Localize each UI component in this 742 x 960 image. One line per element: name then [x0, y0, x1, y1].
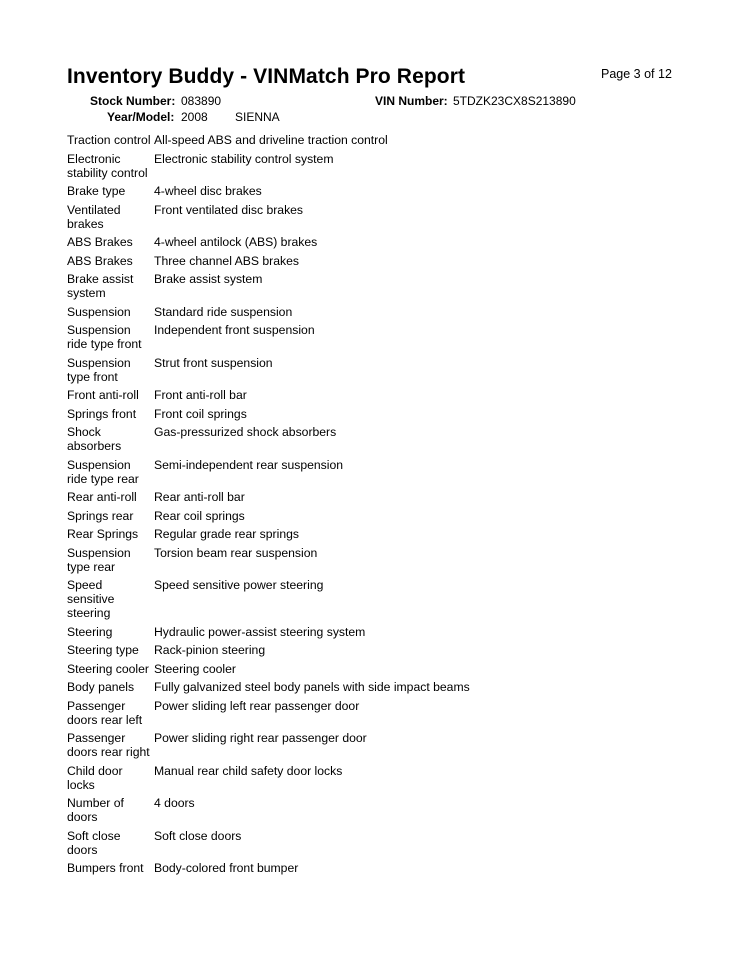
- spec-label: ABS Brakes: [67, 253, 133, 268]
- spec-row: [67, 625, 707, 639]
- spec-row: [67, 490, 707, 504]
- spec-label: Rear Springs: [67, 527, 139, 541]
- spec-row: [67, 546, 707, 574]
- spec-row: [67, 152, 707, 180]
- vin-label: VIN Number:: [375, 94, 448, 108]
- spec-label: Suspension ride type front: [67, 323, 142, 351]
- spec-row: [67, 731, 707, 759]
- spec-value: Electronic stability control system: [154, 151, 334, 166]
- spec-label: Speed sensitive steering: [67, 578, 115, 620]
- spec-value: Power sliding right rear passenger door: [154, 731, 367, 745]
- spec-row: [67, 764, 707, 792]
- spec-value: 4 doors: [154, 796, 195, 810]
- spec-row: [67, 407, 707, 421]
- spec-label: Steering: [67, 624, 113, 639]
- spec-row: [67, 356, 707, 384]
- spec-label: Brake assist system: [67, 272, 134, 300]
- spec-row: [67, 509, 707, 523]
- spec-value: Fully galvanized steel body panels with side impact beams: [154, 680, 470, 694]
- spec-row: [67, 203, 707, 231]
- spec-row: [67, 458, 707, 486]
- year-value: 2008: [181, 110, 208, 124]
- spec-value: Standard ride suspension: [154, 304, 293, 319]
- spec-row: [67, 425, 707, 453]
- spec-value: Front ventilated disc brakes: [154, 202, 304, 217]
- spec-value: Soft close doors: [154, 828, 242, 843]
- spec-row: [67, 133, 707, 147]
- page-indicator: Page 3 of 12: [601, 67, 672, 81]
- spec-label: Rear anti-roll: [67, 490, 137, 504]
- spec-value: 4-wheel antilock (ABS) brakes: [154, 235, 318, 249]
- spec-label: Child door locks: [67, 763, 123, 792]
- spec-row: [67, 643, 707, 657]
- report-title: Inventory Buddy - VINMatch Pro Report: [67, 65, 466, 88]
- stock-number-label: Stock Number:: [90, 94, 176, 108]
- stock-number-value: 083890: [181, 94, 222, 108]
- spec-label: Steering type: [67, 643, 139, 657]
- spec-label: Steering cooler: [67, 661, 149, 676]
- spec-label: Bumpers front: [67, 861, 144, 875]
- spec-row: [67, 578, 707, 620]
- spec-row: [67, 662, 707, 676]
- spec-value: Three channel ABS brakes: [154, 253, 299, 268]
- spec-value: Regular grade rear springs: [154, 527, 299, 541]
- spec-row: [67, 254, 707, 268]
- spec-label: Soft close doors: [67, 828, 121, 857]
- spec-label: Number of doors: [67, 796, 124, 824]
- spec-label: Traction control: [67, 133, 151, 147]
- spec-label: Suspension ride type rear: [67, 457, 139, 486]
- spec-value: Strut front suspension: [154, 355, 273, 370]
- spec-row: [67, 184, 707, 198]
- model-value: SIENNA: [235, 110, 280, 124]
- spec-label: ABS Brakes: [67, 235, 133, 249]
- spec-value: All-speed ABS and driveline traction control: [154, 133, 388, 147]
- spec-value: Manual rear child safety door locks: [154, 763, 343, 778]
- spec-row: [67, 323, 707, 351]
- vin-value: 5TDZK23CX8S213890: [453, 94, 576, 108]
- spec-label: Body panels: [67, 680, 135, 694]
- spec-value: 4-wheel disc brakes: [154, 184, 262, 198]
- spec-row: [67, 796, 707, 824]
- spec-label: Springs front: [67, 406, 137, 421]
- spec-row: [67, 527, 707, 541]
- spec-row: [67, 305, 707, 319]
- spec-value: Hydraulic power-assist steering system: [154, 624, 366, 639]
- spec-label: Electronic stability control: [67, 151, 148, 180]
- spec-label: Passenger doors rear left: [67, 698, 143, 727]
- spec-row: [67, 829, 707, 857]
- spec-value: Front coil springs: [154, 406, 247, 421]
- spec-row: [67, 388, 707, 402]
- spec-value: Torsion beam rear suspension: [154, 545, 318, 560]
- spec-list: [67, 133, 707, 880]
- spec-label: Brake type: [67, 184, 126, 198]
- spec-value: Power sliding left rear passenger door: [154, 698, 360, 713]
- spec-row: [67, 235, 707, 249]
- spec-label: Suspension type front: [67, 355, 131, 384]
- spec-label: Ventilated brakes: [67, 202, 121, 231]
- spec-label: Suspension type rear: [67, 545, 131, 574]
- spec-value: Independent front suspension: [154, 323, 315, 337]
- spec-value: Front anti-roll bar: [154, 388, 247, 402]
- spec-value: Rear anti-roll bar: [154, 490, 245, 504]
- spec-label: Passenger doors rear right: [67, 731, 150, 759]
- spec-label: Shock absorbers: [67, 425, 122, 453]
- spec-label: Springs rear: [67, 508, 134, 523]
- spec-value: Gas-pressurized shock absorbers: [154, 425, 337, 439]
- spec-label: Suspension: [67, 304, 131, 319]
- spec-value: Brake assist system: [154, 272, 263, 286]
- spec-value: Rack-pinion steering: [154, 643, 266, 657]
- spec-value: Speed sensitive power steering: [154, 578, 324, 592]
- spec-row: [67, 861, 707, 875]
- spec-row: [67, 699, 707, 727]
- spec-row: [67, 272, 707, 300]
- spec-value: Body-colored front bumper: [154, 861, 299, 875]
- spec-row: [67, 680, 707, 694]
- spec-value: Semi-independent rear suspension: [154, 457, 344, 472]
- spec-value: Steering cooler: [154, 661, 236, 676]
- year-model-label: Year/Model:: [107, 110, 175, 124]
- spec-label: Front anti-roll: [67, 388, 139, 402]
- spec-value: Rear coil springs: [154, 508, 245, 523]
